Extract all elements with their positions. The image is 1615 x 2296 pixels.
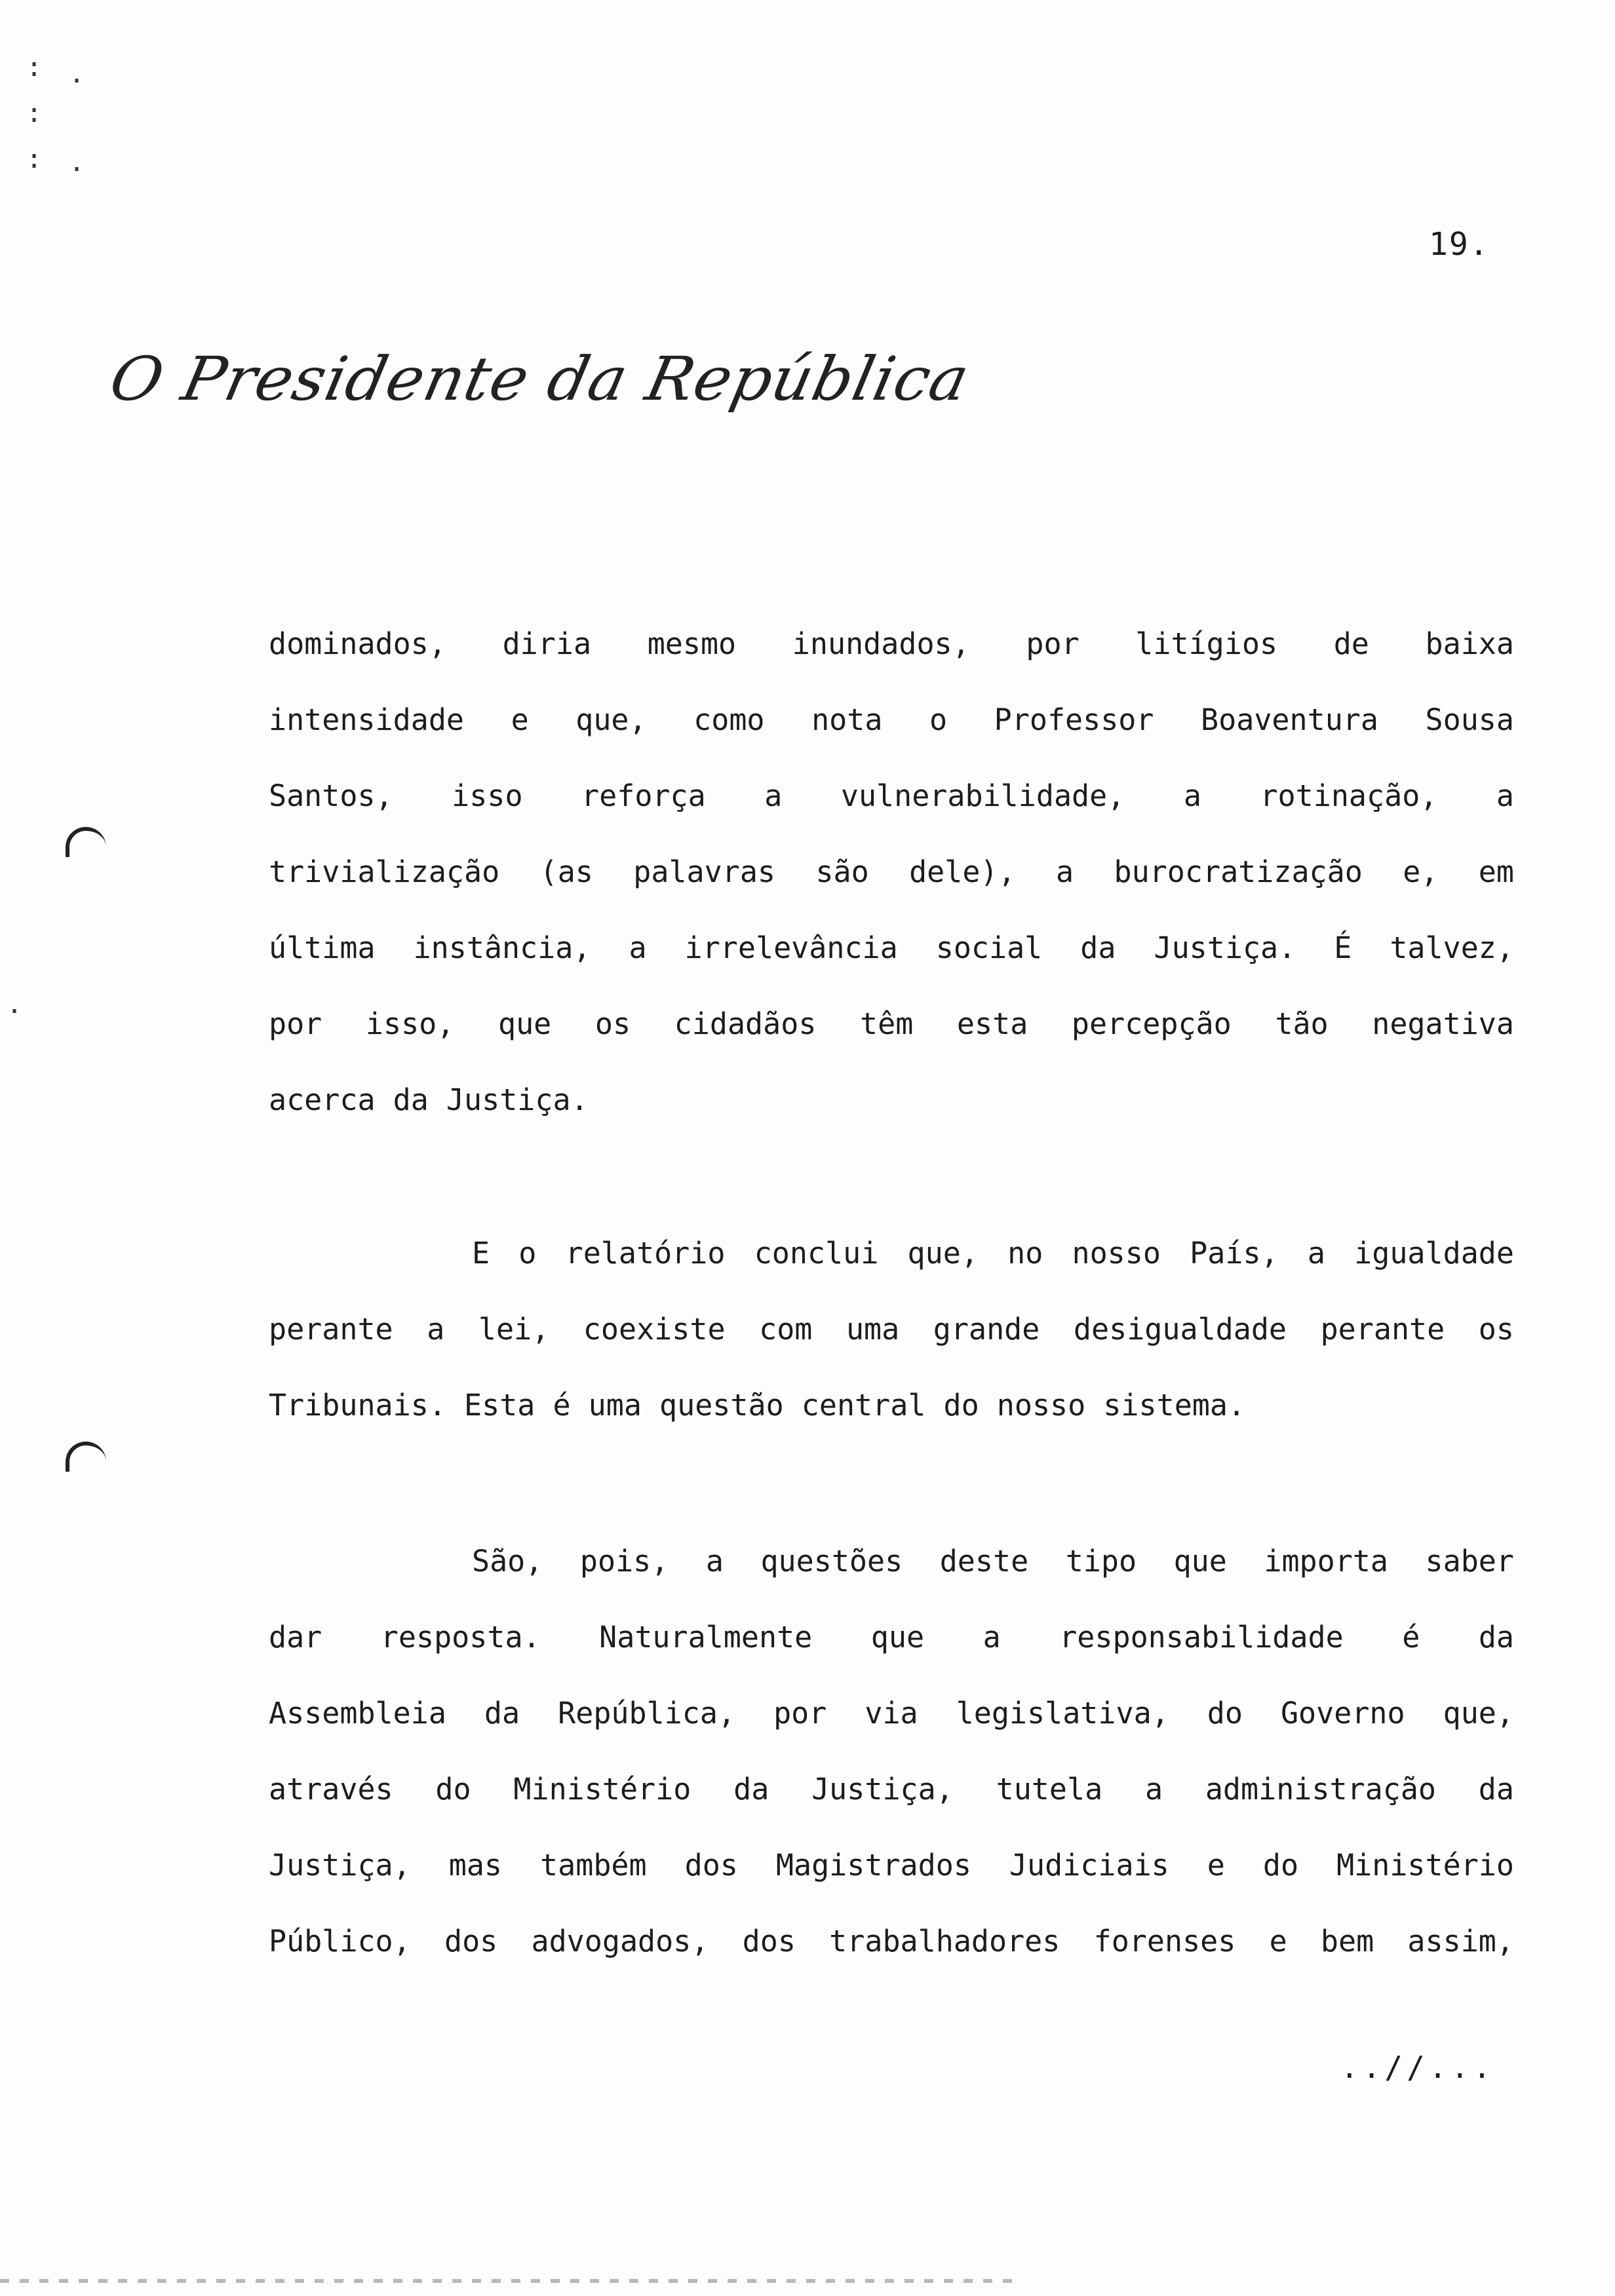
text-line: São, pois, a questões deste tipo que importa saber	[472, 1544, 1514, 1578]
punch-hole-mark-upper	[66, 827, 106, 857]
paragraph-3	[269, 1523, 1514, 1980]
punch-hole-mark-lower	[66, 1442, 106, 1472]
text-line: perante a lei, coexiste com uma grande desigualdade perante os	[269, 1312, 1514, 1347]
page-number: 19.	[1429, 226, 1490, 263]
text-line: através do Ministério da Justiça, tutela a administração da	[269, 1772, 1514, 1807]
text-line: Tribunais. Esta é uma questão central do nosso sistema.	[269, 1388, 1246, 1423]
scan-edge-artifact	[0, 2279, 1016, 2283]
letterhead: O Presidente da República	[104, 344, 976, 414]
text-line: acerca da Justiça.	[269, 1082, 589, 1117]
text-line: dar resposta. Naturalmente que a responsabilidade é da	[269, 1620, 1514, 1655]
document-page: : . : : . . 19. O Presidente da República dominados, diria mesmo inundados, por litígios de baixa intensidade e que, como nota o Professor Boaventura Sousa Santos, isso reforça a vulnerabilidade, a rotinação, a trivialização (as palavras são dele), a burocratização e, em última instância, a irrelevância social da Justiça. É talvez, por isso, que os cidadãos têm esta percepção tão negativa acerca da Justiça. E o relatório conclui que, no nosso País, a igualdade perante a lei, coexiste com uma grande desigualdade perante os Tribunais. Esta é uma questão central do nosso sistema. São, pois, a questões deste tipo que importa saber dar resposta. Naturalmente que a responsabilidade é da Assembleia da República, por via legislativa, do Governo que, através do Ministério da Justiça, tutela a administração da Justiça, mas também dos Magistrados Judiciais e do Ministério Público, dos advogados, dos trabalhadores forenses e bem assim, ..//...	[0, 0, 1615, 2296]
paragraph-1	[269, 606, 1514, 1138]
text-line: Assembleia da República, por via legislativa, do Governo que,	[269, 1696, 1514, 1731]
text-line: Santos, isso reforça a vulnerabilidade, a rotinação, a	[269, 778, 1514, 813]
text-line: Público, dos advogados, dos trabalhadores forenses e bem assim,	[269, 1924, 1514, 1959]
continuation-mark: ..//...	[1340, 2050, 1495, 2085]
text-line: dominados, diria mesmo inundados, por litígios de baixa	[269, 626, 1514, 661]
text-line: Justiça, mas também dos Magistrados Judiciais e do Ministério	[269, 1848, 1514, 1883]
text-line: E o relatório conclui que, no nosso País, a igualdade	[472, 1236, 1514, 1271]
paragraph-2	[269, 1215, 1514, 1444]
text-line: trivialização (as palavras são dele), a burocratização e, em	[269, 854, 1514, 889]
text-line: intensidade e que, como nota o Professor Boaventura Sousa	[269, 702, 1514, 737]
text-line: por isso, que os cidadãos têm esta percepção tão negativa	[269, 1006, 1514, 1041]
text-line: última instância, a irrelevância social da Justiça. É talvez,	[269, 930, 1514, 965]
